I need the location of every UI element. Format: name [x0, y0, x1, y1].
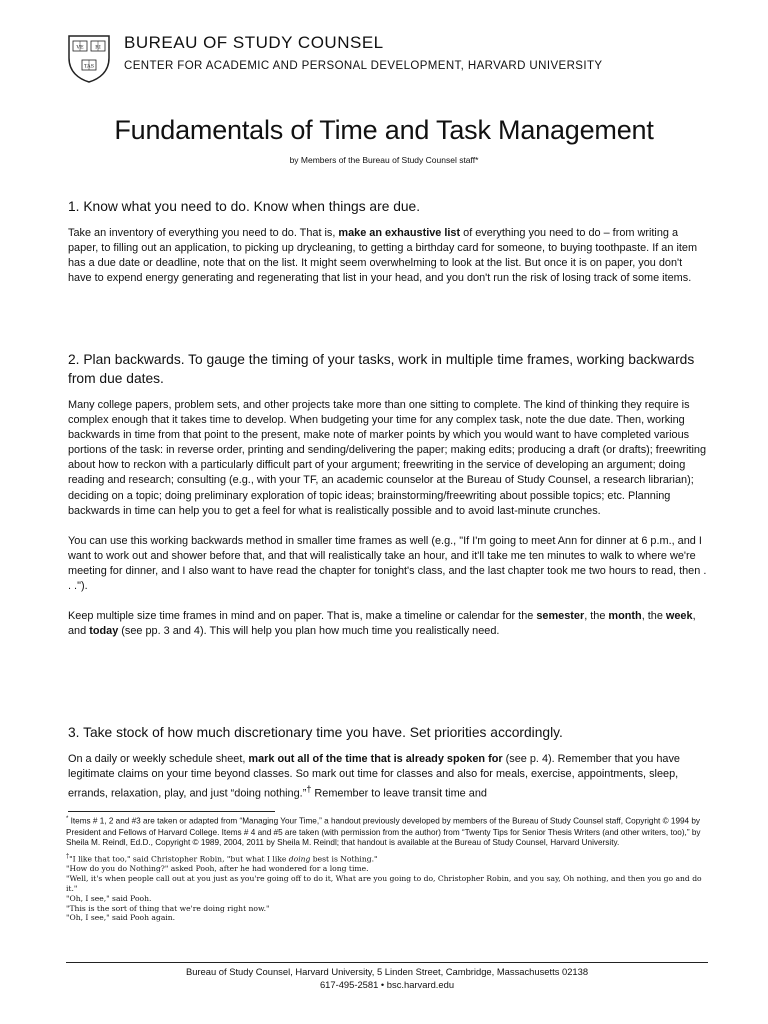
emphasis-month: month — [608, 610, 642, 623]
section-2 — [68, 350, 708, 639]
emphasis-semester: semester — [536, 610, 585, 623]
page-footer — [66, 965, 708, 991]
footnote-2-line: "Oh, I see," said Pooh again. — [66, 913, 176, 923]
footnote-2-line: "Oh, I see," said Pooh. — [66, 893, 152, 903]
letterhead-text — [124, 32, 602, 74]
footnote-2-line: †"I like that too," said Christopher Robin, "but what I like doing best is Nothing." — [66, 853, 378, 864]
footnote-1-mark: * — [66, 816, 69, 822]
section-1 — [68, 197, 708, 286]
section-2-paragraph-1: Many college papers, problem sets, and other projects take more than one sitting to complete. The kind of thinking they require is complex enough that it takes time to develop. When budgeting your time for any complex task, note the due date. Then, working backwards in time from that point to the present, make note of marker points by which you would want to have completed various portions of the task: in reverse order, printing and sending/delivering the paper; making edits; producing a draft (or drafts); freewriting about how to reckon with a particularly difficult part of your argument; freewriting in the service of developing an argument; doing reading and research; consulting (e.g., with your TF, an academic counselor at the Bureau of Study Counsel, a research librarian); deciding on a topic; doing preliminary exploration of topic ideas; brainstorming/freewriting about possible topics; etc. Planning backwards in time can help you to get a feel for what is realistically possible and to avoid last-minute crunches. — [68, 399, 707, 517]
footer-divider — [66, 962, 708, 963]
document-title: Fundamentals of Time and Task Management — [114, 115, 654, 145]
emphasis-doing: doing — [288, 854, 311, 864]
shield-letter-ri: RI — [95, 44, 101, 51]
footnote-2-line: "How do you do Nothing?" asked Pooh, after he had wondered for a long time. — [66, 864, 369, 874]
section-3 — [68, 723, 708, 802]
section-1-heading: 1. Know what you need to do. Know when things are due. — [68, 199, 421, 214]
shield-letter-ve: VE — [76, 44, 84, 51]
emphasis-exhaustive-list: make an exhaustive list — [338, 227, 461, 239]
section-2-paragraph-2: You can use this working backwards method in smaller time frames as well (e.g., "If I'm going to meet Ann for dinner at 6 p.m., and I want to work out and shower before that, and that will realistically take an hour, and it'll take me ten minutes to walk to where we're meeting for dinner, and I also want to have read the chapter for tonight's class, and the last chapter took me two hours to read, then . . ."). — [68, 534, 707, 593]
section-1-paragraph: Take an inventory of everything you need to do. That is, make an exhaustive list of everything you need to do – from writing a paper, to filling out an application, to picking up drycleaning, to getting a birthday card for someone, to buying toothpaste. If an item has a due date or deadline, note that on the list. It might seem overwhelming to look at the list. But once it is on paper, you don't have to expend energy generating and regenerating that list in your head, and you don't run the risk of losing track of some items. — [68, 227, 698, 285]
harvard-shield-icon — [66, 32, 112, 84]
section-3-paragraph: On a daily or weekly schedule sheet, mark out all of the time that is already spoken for (see p. 4). Remember that you have legitimate claims on your time beyond classes. So mark out time for classes and also for meals, exercise, appointments, sleep, errands, relaxation, play, and just “doing nothing.”† Remember to leave transit time and — [68, 753, 680, 800]
footnote-divider — [68, 811, 275, 812]
letterhead — [64, 30, 704, 88]
footnote-2-line: "Well, it's when people call out at you just as you're going off to do it, What are you going to do, Christopher Robin, and you say, Oh nothing, and then you go and do it." — [66, 874, 702, 894]
footnote-1-text: Items # 1, 2 and #3 are taken or adapted from “Managing Your Time,” a handout previously developed by members of the Bureau of Study Counsel staff, Copyright © 1994 by President and Fellows of Harvard College. Items # 4 and #5 are taken (with permission from the author) from “Twenty Tips for Senior Thesis Writers (and other writers, too),” by Sheila M. Reindl, Ed.D., Copyright © 1989, 2004, 2011 by Sheila M. Reindl; that handout is available at the Bureau of Study Counsel, Harvard University. — [66, 816, 701, 848]
emphasis-time-spoken-for: mark out all of the time that is already spoken for — [248, 753, 503, 765]
footer-contact: 617-495-2581 • bsc.harvard.edu — [319, 979, 455, 990]
emphasis-today: today — [89, 625, 119, 638]
emphasis-week: week — [665, 610, 693, 623]
footnote-ref-dagger: † — [306, 784, 312, 795]
section-3-heading: 3. Take stock of how much discretionary time you have. Set priorities accordingly. — [68, 725, 563, 740]
shield-letter-tas: TAS — [83, 63, 95, 70]
org-name: BUREAU OF STUDY COUNSEL — [124, 33, 384, 52]
footnote-2 — [66, 852, 708, 923]
footnote-2-mark: † — [66, 853, 70, 861]
footnote-1 — [66, 814, 708, 849]
footer-address: Bureau of Study Counsel, Harvard University, 5 Linden Street, Cambridge, Massachusetts 02138 — [185, 966, 589, 977]
footnote-2-line: "This is the sort of thing that we're doing right now." — [66, 903, 270, 913]
section-2-paragraph-3: Keep multiple size time frames in mind and on paper. That is, make a timeline or calendar for the semester, the month, the week, and today (see pp. 3 and 4). This will help you plan how much time you realistically need. — [68, 610, 696, 638]
footnotes — [66, 814, 708, 923]
document-byline: by Members of the Bureau of Study Counsel staff* — [289, 155, 479, 165]
section-2-heading: 2. Plan backwards. To gauge the timing of your tasks, work in multiple time frames, working backwards from due dates. — [68, 352, 695, 386]
org-subtitle: CENTER FOR ACADEMIC AND PERSONAL DEVELOPMENT, HARVARD UNIVERSITY — [124, 60, 603, 72]
